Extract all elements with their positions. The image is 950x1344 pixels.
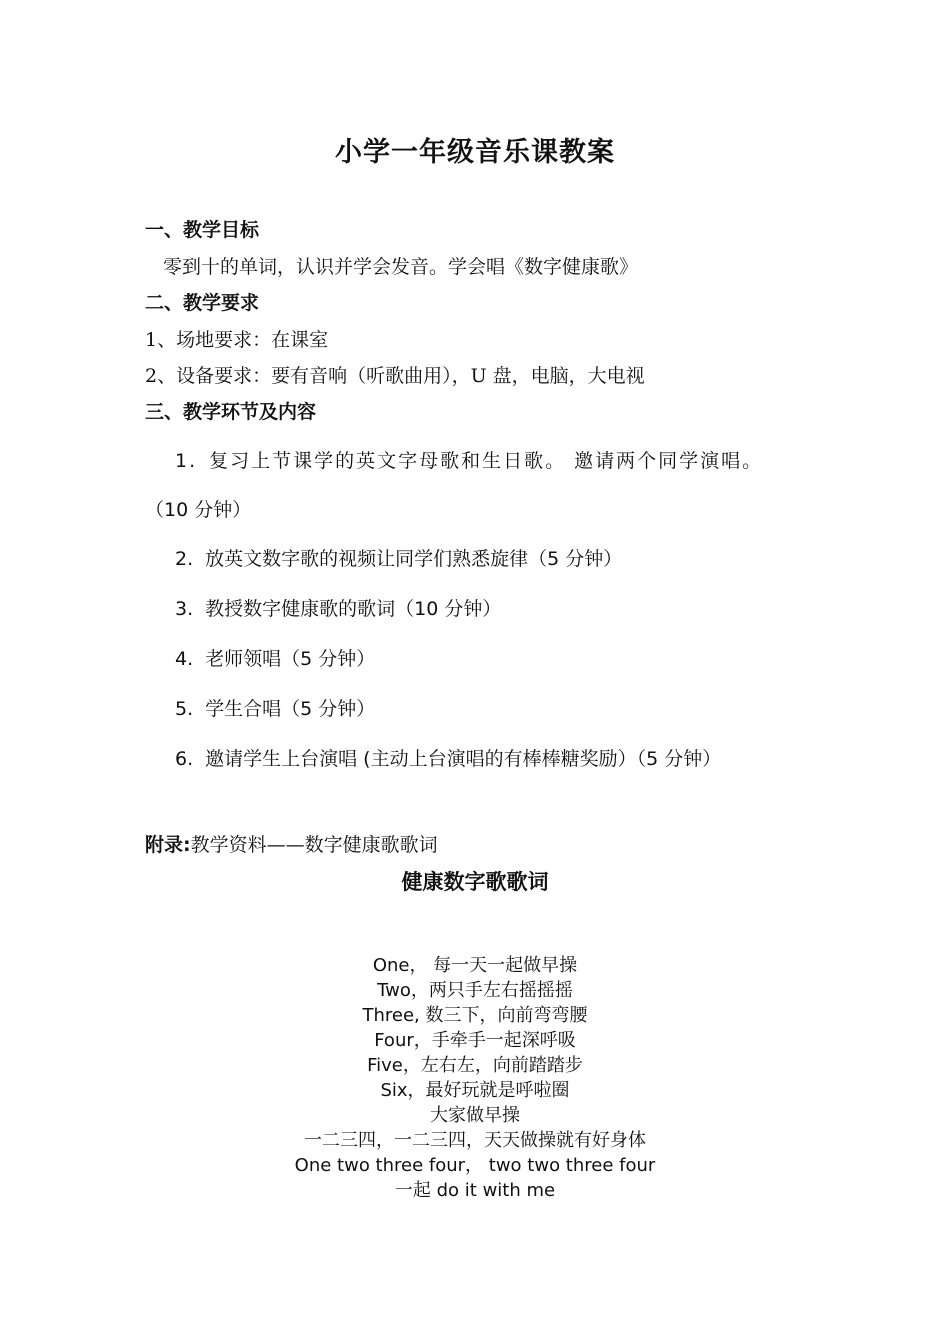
requirement-item: 1、场地要求：在课室 <box>145 329 329 351</box>
step-text-continued: （10 分钟） <box>145 499 252 521</box>
requirement-item: 2、设备要求：要有音响（听歌曲用），U 盘，电脑，大电视 <box>145 365 645 387</box>
lyrics-line: Three, 数三下，向前弯弯腰 <box>362 1005 588 1026</box>
lyrics-line: Four，手牵手一起深呼吸 <box>374 1030 576 1051</box>
lyrics-line: One two three four， two two three four <box>294 1155 656 1176</box>
section-heading-objectives: 一、教学目标 <box>145 219 260 241</box>
appendix-line <box>145 830 438 857</box>
step-text: 老师领唱（5 分钟） <box>205 648 376 670</box>
step-text: 教授数字健康歌的歌词（10 分钟） <box>205 598 502 620</box>
step-text: 复习上节课学的英文字母歌和生日歌。 邀请两个同学演唱。 <box>209 450 764 472</box>
step-text: 放英文数字歌的视频让同学们熟悉旋律（5 分钟） <box>205 548 623 570</box>
lyrics-line: Six，最好玩就是呼啦圈 <box>380 1080 570 1101</box>
appendix-text: 教学资料——数字健康歌歌词 <box>190 834 438 856</box>
section-heading-requirements: 二、教学要求 <box>145 292 260 314</box>
lyrics-title: 健康数字歌歌词 <box>401 870 549 894</box>
step-number: 1. <box>175 450 198 472</box>
lyrics-line: 一二三四，一二三四，天天做操就有好身体 <box>304 1130 646 1151</box>
section-heading-procedure: 三、教学环节及内容 <box>145 401 317 423</box>
lyrics-line: Two，两只手左右摇摇摇 <box>377 980 573 1001</box>
step-number: 5. <box>175 698 194 720</box>
step-text: 学生合唱（5 分钟） <box>205 698 376 720</box>
procedure-step <box>175 644 375 671</box>
procedure-step <box>175 694 375 721</box>
step-text: 邀请学生上台演唱 (主动上台演唱的有棒棒糖奖励）（5 分钟） <box>205 748 722 770</box>
procedure-step <box>175 744 721 771</box>
document-title: 小学一年级音乐课教案 <box>335 137 615 168</box>
step-number: 4. <box>175 648 194 670</box>
lyrics-line: One， 每一天一起做早操 <box>372 955 578 976</box>
procedure-step <box>175 594 501 621</box>
step-number: 2. <box>175 548 194 570</box>
lyrics-line: 大家做早操 <box>430 1105 520 1126</box>
procedure-step <box>175 446 763 473</box>
appendix-label: 附录: <box>145 834 191 856</box>
lyrics-line: Five，左右左，向前踏踏步 <box>367 1055 583 1076</box>
step-number: 6. <box>175 748 194 770</box>
procedure-step <box>175 544 622 571</box>
objectives-text: 零到十的单词，认识并学会发音。学会唱《数字健康歌》 <box>163 256 639 278</box>
step-number: 3. <box>175 598 194 620</box>
lyrics-block <box>0 953 950 1203</box>
lyrics-line: 一起 do it with me <box>394 1180 556 1201</box>
